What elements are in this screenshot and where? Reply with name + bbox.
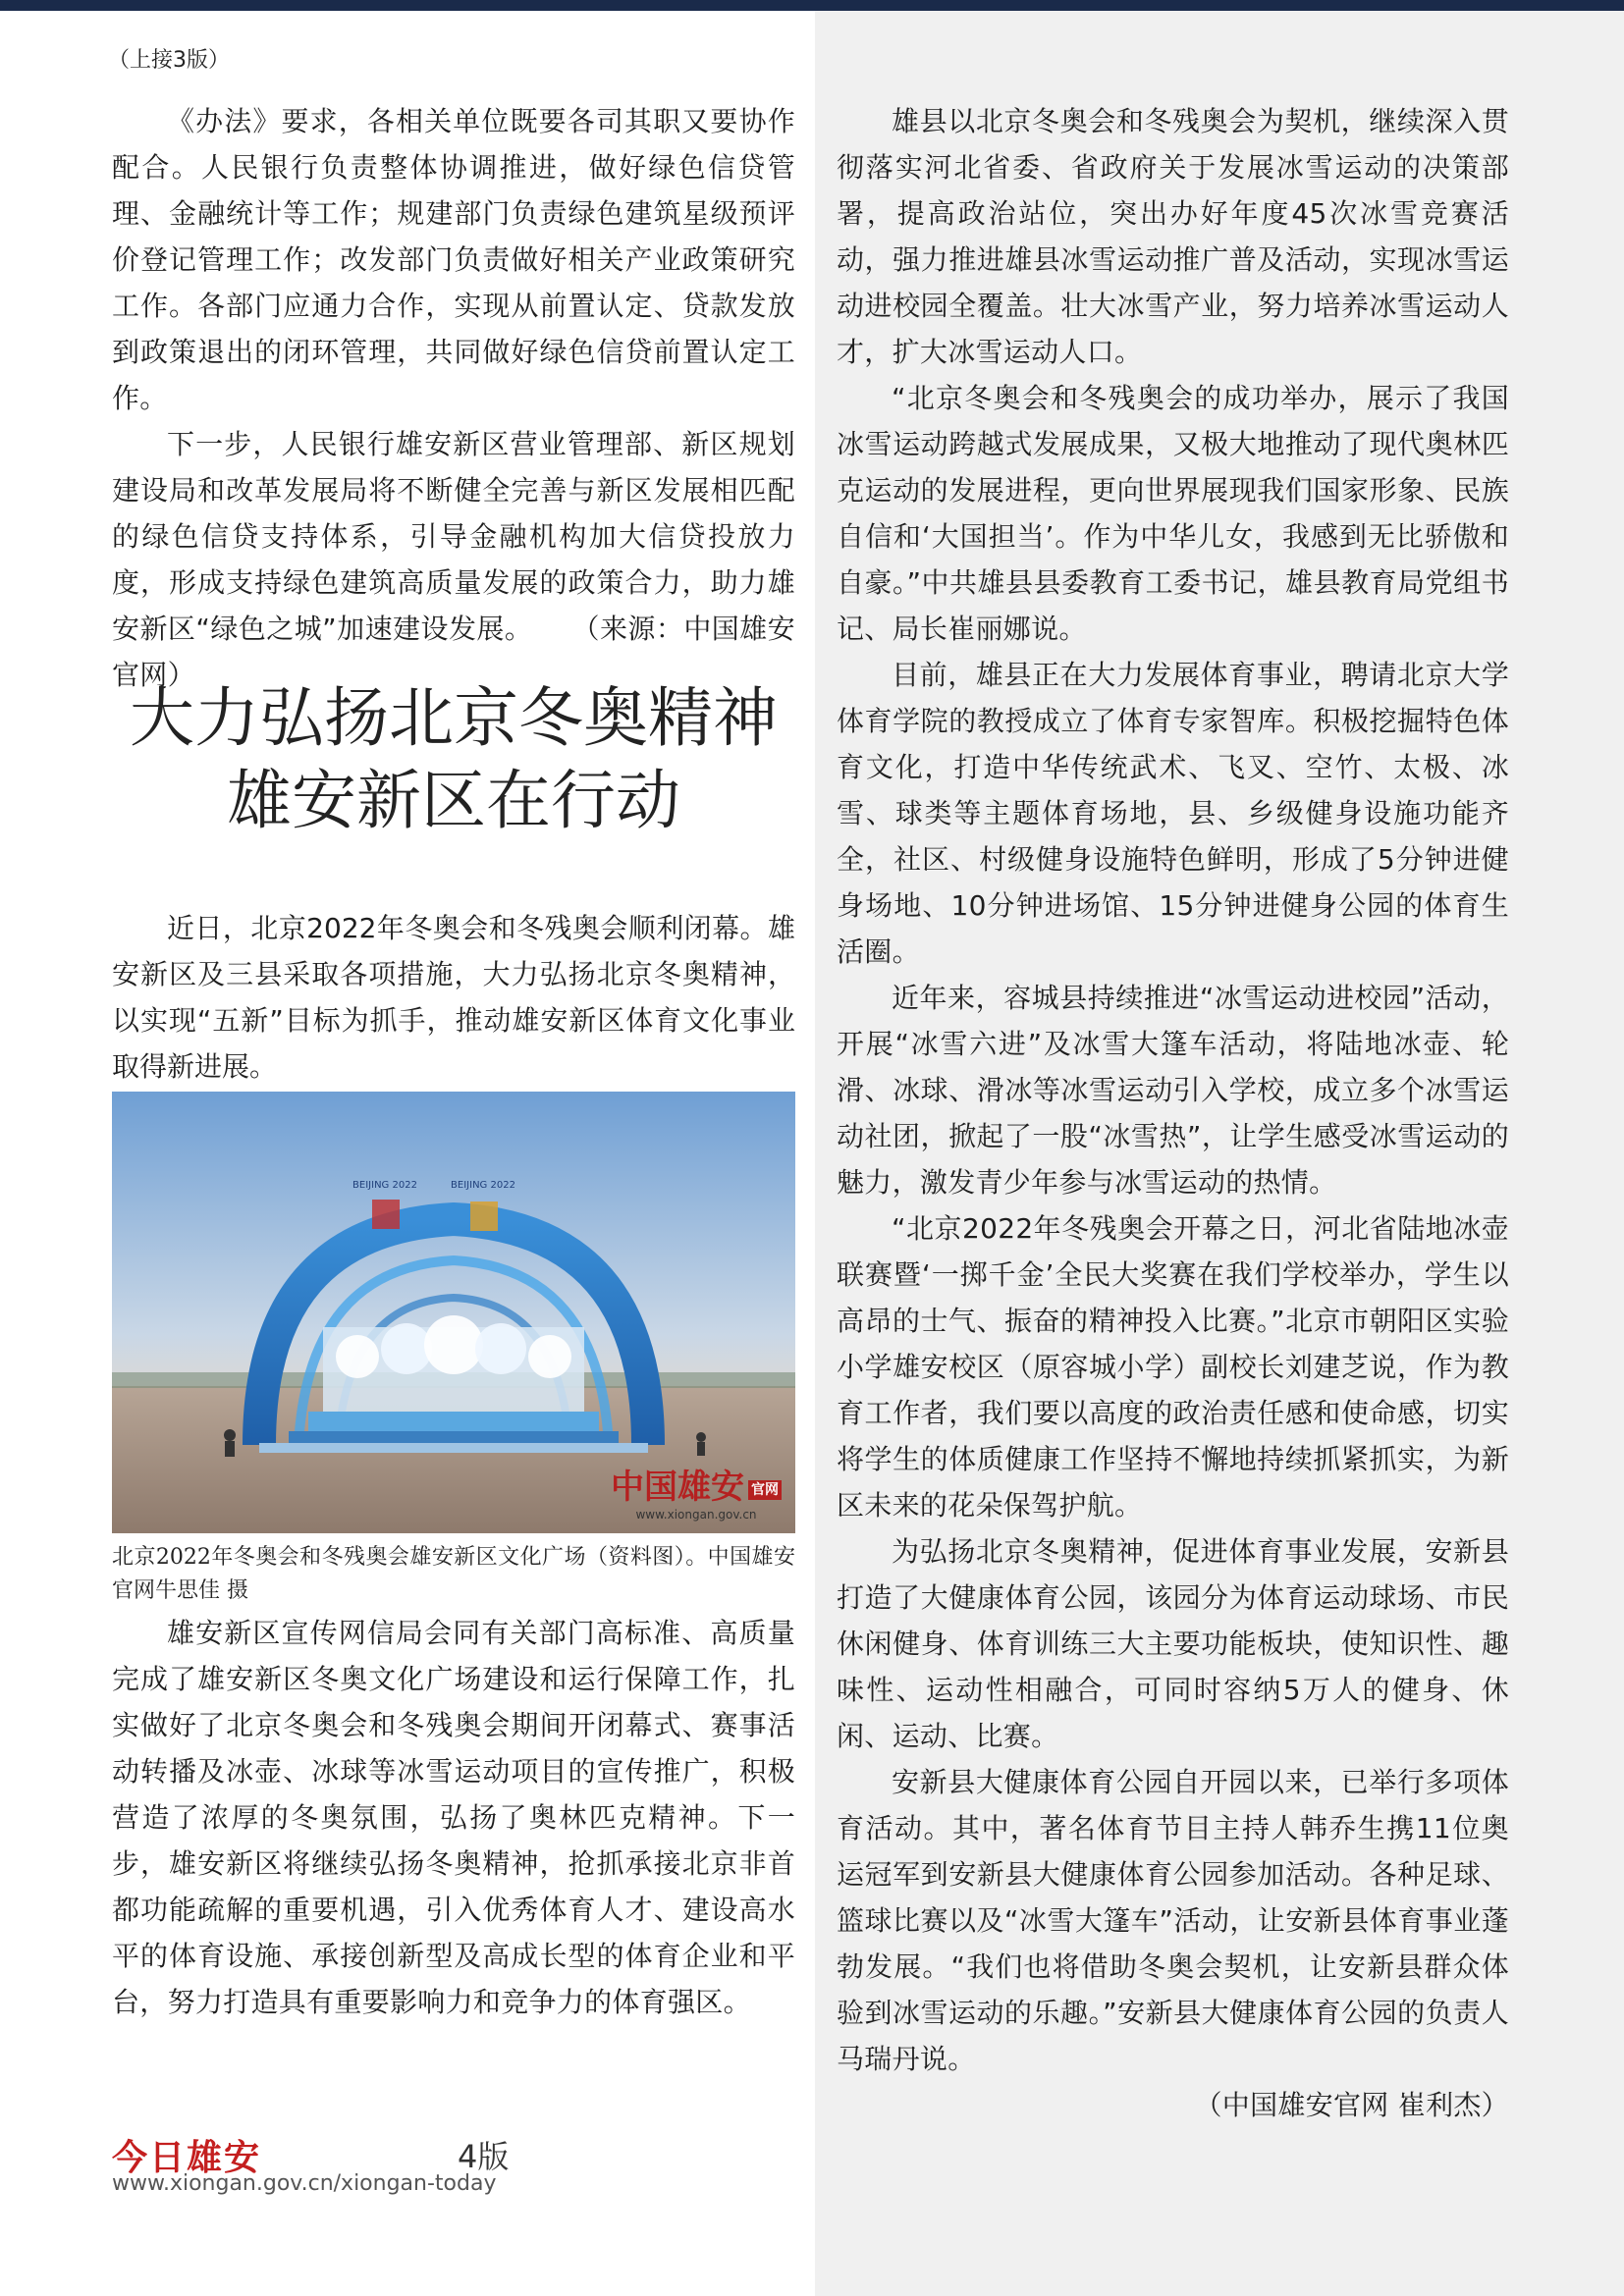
- headline: [112, 677, 795, 842]
- lead-paragraph: [112, 905, 795, 1090]
- footer-url[interactable]: www.xiongan.gov.cn/xiongan-today: [112, 2171, 497, 2196]
- top-bar: [0, 0, 1624, 11]
- paragraph: 雄安新区宣传网信局会同有关部门高标准、高质量完成了雄安新区冬奥文化广场建设和运行保障工作，扎实做好了北京冬奥会和冬残奥会期间开闭幕式、赛事活动转播及冰壶、冰球等冰雪运动项目的宣传推广，积极营造了浓厚的冬奥氛围，弘扬了奥林匹克精神。下一步，雄安新区将继续弘扬冬奥精神，抢抓承接北京非首都功能疏解的重要机遇，引入优秀体育人才、建设高水平的体育设施、承接创新型及高成长型的体育企业和平台，努力打造具有重要影响力和竞争力的体育强区。: [112, 1617, 795, 2018]
- paragraph: [112, 421, 795, 698]
- watermark-url: www.xiongan.gov.cn: [635, 1508, 757, 1522]
- paragraph: 近年来，容城县持续推进“冰雪运动进校园”活动，开展“冰雪六进”及冰雪大篷车活动，将陆地冰壶、轮滑、冰球、滑冰等冰雪运动引入学校，成立多个冰雪运动社团，掀起了一股“冰雪热”，让学生感受冰雪运动的魅力，激发青少年参与冰雪运动的热情。: [837, 982, 1509, 1199]
- paragraph: 雄县以北京冬奥会和冬残奥会为契机，继续深入贯彻落实河北省委、省政府关于发展冰雪运动的决策部署，提高政治站位，突出办好年度45次冰雪竞赛活动，强力推进雄县冰雪运动推广普及活动，实现冰雪运动进校园全覆盖。壮大冰雪产业，努力培养冰雪运动人才，扩大冰雪运动人口。: [837, 105, 1509, 368]
- paragraph: 安新县大健康体育公园自开园以来，已举行多项体育活动。其中，著名体育节目主持人韩乔生携11位奥运冠军到安新县大健康体育公园参加活动。各种足球、篮球比赛以及“冰雪大篷车”活动，让安新县体育事业蓬勃发展。“我们也将借助冬奥会契机，让安新县群众体验到冰雪运动的乐趣。”安新县大健康体育公园的负责人马瑞丹说。: [837, 1766, 1509, 2075]
- paragraph-text: 下一步，人民银行雄安新区营业管理部、新区规划建设局和改革发展局将不断健全完善与新区发展相匹配的绿色信贷支持体系，引导金融机构加大信贷投放力度，形成支持绿色建筑高质量发展的政策合力，助力雄安新区“绿色之城”加速建设发展。: [112, 428, 795, 645]
- photo-culture-plaza: [112, 1092, 795, 1533]
- photo-caption: 北京2022年冬奥会和冬残奥会雄安新区文化广场（资料图）。中国雄安官网牛思佳 摄: [112, 1545, 795, 1603]
- paragraph: “北京冬奥会和冬残奥会的成功举办，展示了我国冰雪运动跨越式发展成果，又极大地推动了现代奥林匹克运动的发展进程，更向世界展现我们国家形象、民族自信和‘大国担当’。作为中华儿女，我感到无比骄傲和自豪。”中共雄县县委教育工委书记，雄县教育局党组书记、局长崔丽娜说。: [837, 382, 1509, 645]
- source-credit: （中国雄安官网 崔利杰）: [1194, 2089, 1509, 2121]
- right-column-article: [837, 98, 1509, 2128]
- masthead-logo: 今日雄安: [112, 2137, 262, 2178]
- paragraph: 目前，雄县正在大力发展体育事业，聘请北京大学体育学院的教授成立了体育专家智库。积极挖掘特色体育文化，打造中华传统武术、飞叉、空竹、太极、冰雪、球类等主题体育场地，县、乡级健身设施功能齐全，社区、村级健身设施特色鲜明，形成了5分钟进健身场地、10分钟进场馆、15分钟进健身公园的体育生活圈。: [837, 659, 1509, 968]
- watermark-badge: 官网: [748, 1480, 782, 1500]
- source-credit: （来源：中国雄安官网）: [112, 613, 795, 691]
- paragraph: 近日，北京2022年冬奥会和冬残奥会顺利闭幕。雄安新区及三县采取各项措施，大力弘扬北京冬奥精神，以实现“五新”目标为抓手，推动雄安新区体育文化事业取得新进展。: [112, 912, 795, 1083]
- left-bottom-article: [112, 1610, 795, 2025]
- paragraph: “北京2022年冬残奥会开幕之日，河北省陆地冰壶联赛暨‘一掷千金’全民大奖赛在我们学校举办，学生以高昂的士气、振奋的精神投入比赛。”北京市朝阳区实验小学雄安校区（原容城小学）副校长刘建芝说，作为教育工作者，我们要以高度的政治责任感和使命感，切实将学生的体质健康工作坚持不懈地持续抓紧抓实，为新区未来的花朵保驾护航。: [837, 1212, 1509, 1522]
- watermark: [611, 1460, 782, 1522]
- headline-line-2: 雄安新区在行动: [227, 763, 680, 838]
- logo-text-1: BEIJING 2022: [352, 1180, 417, 1191]
- logo-text-2: BEIJING 2022: [451, 1180, 515, 1191]
- watermark-text: 中国雄安: [611, 1468, 744, 1507]
- page-number: 4版: [458, 2138, 510, 2175]
- headline-line-1: 大力弘扬北京冬奥精神: [130, 680, 778, 756]
- paragraph: 为弘扬北京冬奥精神，促进体育事业发展，安新县打造了大健康体育公园，该园分为体育运动球场、市民休闲健身、体育训练三大主要功能板块，使知识性、趣味性、运动性相融合，可同时容纳5万人的健身、休闲、运动、比赛。: [837, 1535, 1509, 1752]
- paragraph: 《办法》要求，各相关单位既要各司其职又要协作配合。人民银行负责整体协调推进，做好绿色信贷管理、金融统计等工作；规建部门负责绿色建筑星级预评价登记管理工作；改发部门负责做好相关产业政策研究工作。各部门应通力合作，实现从前置认定、贷款发放到政策退出的闭环管理，共同做好绿色信贷前置认定工作。: [112, 105, 795, 414]
- continued-label: （上接3版）: [108, 48, 230, 73]
- left-top-article: [112, 98, 795, 698]
